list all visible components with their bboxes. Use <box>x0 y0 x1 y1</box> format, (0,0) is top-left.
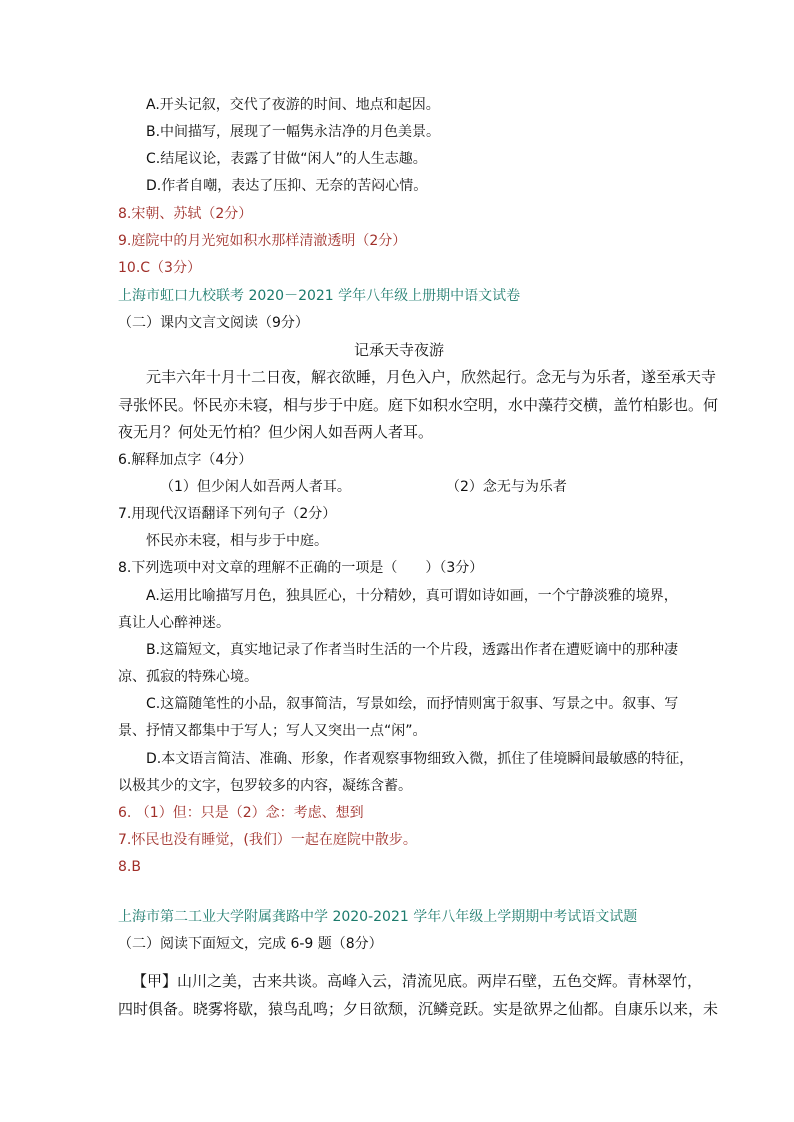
section-heading-1: （二）课内文言文阅读（9分） <box>118 315 309 331</box>
answer-7: 7.怀民也没有睡觉，(我们）一起在庭院中散步。 <box>118 832 417 848</box>
option-b: B.中间描写，展现了一幅隽永洁净的月色美景。 <box>146 124 441 140</box>
passage-jia-line: 【甲】山川之美，古来共谈。高峰入云，清流见底。两岸石壁，五色交辉。青林翠竹， <box>132 972 703 990</box>
answer-8b: 8.B <box>118 859 141 875</box>
question-8-option-c-cont: 景、抒情又都集中于写人；写人又突出一点“闲”。 <box>118 723 427 739</box>
passage-title: 记承天寺夜游 <box>354 341 445 359</box>
answer-8: 8.宋朝、苏轼（2分） <box>118 206 253 222</box>
passage-jia-line: 四时俱备。晓雾将歇，猿鸟乱鸣；夕日欲颓，沉鳞竞跃。实是欲界之仙都。自康乐以来，未 <box>118 1000 719 1018</box>
question-8: 8.下列选项中对文章的理解不正确的一项是（ ）（3分） <box>118 560 484 576</box>
question-8-option-b-cont: 凉、孤寂的特殊心境。 <box>118 669 258 685</box>
answer-9: 9.庭院中的月光宛如积水那样清澈透明（2分） <box>118 233 407 249</box>
question-6-item-1: （1）但少闲人如吾两人者耳。 <box>160 479 351 495</box>
passage-line: 元丰六年十月十二日夜，解衣欲睡，月色入户，欣然起行。念无与为乐者，遂至承天寺 <box>146 368 717 386</box>
question-8-option-b: B.这篇短文，真实地记录了作者当时生活的一个片段，透露出作者在遭贬谪中的那种凄 <box>146 642 679 658</box>
answer-10: 10.C（3分） <box>118 260 201 276</box>
question-8-option-d-cont: 以极其少的文字，包罗较多的内容，凝练含蓄。 <box>118 778 412 794</box>
question-6-item-2: （2）念无与为乐者 <box>446 479 567 495</box>
source-heading-1: 上海市虹口九校联考 2020－2021 学年八年级上册期中语文试卷 <box>118 288 521 304</box>
question-7: 7.用现代汉语翻译下列句子（2分） <box>118 506 337 522</box>
section-heading-2: （二）阅读下面短文，完成 6-9 题（8分） <box>118 936 383 952</box>
option-d: D.作者自嘲，表达了压抑、无奈的苦闷心情。 <box>146 178 428 194</box>
option-c: C.结尾议论，表露了甘做“闲人”的人生志趣。 <box>146 151 427 167</box>
question-8-option-a: A.运用比喻描写月色，独具匠心，十分精妙，真可谓如诗如画，一个宁静淡雅的境界， <box>146 588 678 604</box>
passage-line: 寻张怀民。怀民亦未寝，相与步于中庭。庭下如积水空明，水中藻荇交横，盖竹柏影也。何 <box>118 396 719 414</box>
answer-6: 6. （1）但：只是（2）念：考虑、想到 <box>118 805 364 821</box>
question-8-option-d: D.本文语言简洁、准确、形象，作者观察事物细致入微，抓住了佳境瞬间最敏感的特征， <box>146 751 694 767</box>
question-7-sentence: 怀民亦未寝，相与步于中庭。 <box>146 533 328 549</box>
passage-line: 夜无月？何处无竹柏？但少闲人如吾两人者耳。 <box>118 423 434 441</box>
question-6: 6.解释加点字（4分） <box>118 452 253 468</box>
source-heading-2: 上海市第二工业大学附属龚路中学 2020-2021 学年八年级上学期期中考试语文试题 <box>118 909 638 925</box>
option-a: A.开头记叙，交代了夜游的时间、地点和起因。 <box>146 97 440 113</box>
question-8-option-a-cont: 真让人心醉神迷。 <box>118 615 230 631</box>
question-8-option-c: C.这篇随笔性的小品，叙事简洁，写景如绘，而抒情则寓于叙事、写景之中。叙事、写 <box>146 696 679 712</box>
